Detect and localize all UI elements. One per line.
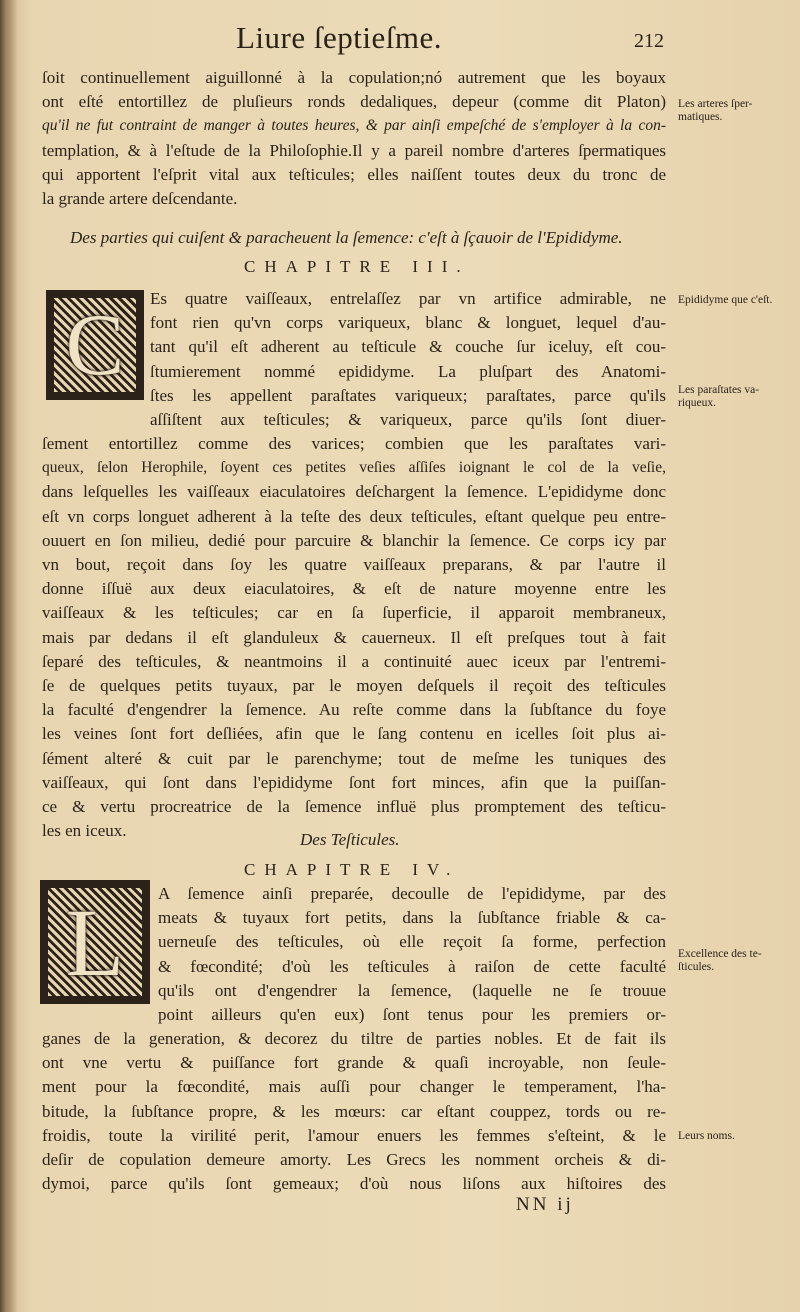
running-title: Liure ſeptieſme. — [236, 20, 442, 55]
text-line: uerneuſe des teſticules, où elle reçoit ſa forme, perfection — [158, 932, 666, 952]
text-line: ment pour la fœcondité, mais auſſi pour changer le temperament, l'ha- — [42, 1077, 666, 1097]
text-line: qu'il ne fut contraint de manger à toutes heures, & par ainſi empeſché de s'employer à la con- — [42, 117, 666, 135]
text-line: les en iceux. — [42, 821, 127, 841]
text-line: dymoi, parce qu'ils ſont gemeaux; d'où nous liſons aux hiſtoires des — [42, 1174, 666, 1194]
text-line: ganes de la generation, & decorez du tiltre de parties nobles. Et de fait ils — [42, 1029, 666, 1048]
text-line: vaiſſeaux, qui ſont dans l'epididyme ſont fort minces, afin que la puiſſan- — [42, 772, 666, 792]
text-line: templation, & à l'eſtude de la Philoſophie.Il y a pareil nombre d'arteres ſpermatiques — [42, 140, 666, 160]
text-line: ont vne vertu & puiſſance fort grande & quaſi incroyable, non ſeule- — [42, 1053, 666, 1073]
text-line: point ailleurs qu'en eux) ſont tenus pour les premiers or- — [158, 1005, 666, 1025]
text-line: vn bout, reçoit dans ſoy les quatre vaiſſeaux preparans, & par l'autre il — [42, 555, 666, 575]
intro-paragraph — [42, 66, 666, 211]
text-line: dans leſquelles les vaiſſeaux eiaculatoires deſchargent la ſemence. L'epididyme donc — [42, 482, 666, 502]
chapter-heading-3: CHAPITRE III. — [244, 257, 470, 276]
text-line: font rien qu'vn corps variqueux, blanc & longuet, lequel d'au- — [150, 313, 666, 333]
text-line: ouuert en ſon milieu, dedié pour parcuire & blanchir la ſemence. Ce corps icy par — [42, 530, 666, 550]
margin-note-excellence: Excellence des te-ſticules. — [678, 948, 762, 973]
text-line: queux, ſelon Herophile, ſoyent ces petites veſies aſſiſes ioignant le col de la veſie, — [42, 459, 666, 477]
chapter3-indented-lines — [150, 287, 666, 432]
section-title-epididyme: Des parties qui cuiſent & paracheuent la ſemence: c'eſt à ſçauoir de l'Epididyme. — [70, 228, 623, 247]
text-line: ſe de quelques petits tuyaux, par le moyen deſquels il reçoit des teſticules — [42, 676, 666, 696]
text-line: ſoit continuellement aiguillonné à la copulation;nó autrement que les boyaux — [42, 68, 666, 87]
drop-cap-l — [40, 880, 150, 1004]
margin-note-arteres: Les arteres ſper-matiques. — [678, 98, 753, 123]
text-line: tant qu'il eſt adherent au teſticule & couche ſur iceluy, eſt cou- — [150, 337, 666, 357]
text-line: eſt vn corps longuet adherent à la teſte des deux teſticules, eſtant quelque peu entre- — [42, 506, 666, 526]
text-line: meats & tuyaux fort petits, dans la ſubſtance friable & ca- — [158, 908, 666, 928]
gutter-shadow — [0, 0, 18, 1312]
text-line: Es quatre vaiſſeaux, entrelaſſez par vn artifice admirable, ne — [150, 289, 666, 308]
text-line: les veines ſont fort deſliées, afin que le ſang contenu en icelles ſoit plus ai- — [42, 724, 666, 744]
text-line: qui apportent l'eſprit vital aux teſticules; elles naiſſent toutes deux du tronc de — [42, 164, 666, 184]
page-header — [0, 18, 800, 58]
text-line: ſeparé des teſticules, & neantmoins il a continuité auec iceux par l'entremi- — [42, 651, 666, 671]
chapter3-paragraph — [42, 432, 666, 843]
drop-cap-c — [46, 290, 144, 400]
text-line: ſement entortillez comme des varices; combien que les paraſtates vari- — [42, 434, 666, 453]
text-line: mais par dedans il eſt glanduleux & cauerneux. Il eſt preſques tout à fait — [42, 627, 666, 647]
chapter4-paragraph — [42, 1027, 666, 1196]
text-line: ſément alteré & cuit par le parenchyme; tout de meſme les tuniques des — [42, 748, 666, 768]
text-line: froidis, toute la virilité perit, l'amour enuers les femmes s'eſteint, & le — [42, 1125, 666, 1145]
margin-note-parastates: Les paraſtates va-riqueux. — [678, 384, 760, 409]
page-number: 212 — [634, 30, 664, 52]
text-line: donne iſſuë aux deux eiaculatoires, & eſt de nature moyenne entre les — [42, 579, 666, 599]
chapter4-indented-lines — [158, 882, 666, 1027]
catchword-signature: NN ij — [516, 1194, 574, 1215]
chapter-heading-4: CHAPITRE IV. — [244, 860, 460, 879]
text-line: la grande artere deſcendante. — [42, 189, 238, 209]
text-line: ce & vertu procreatrice de la ſemence influë plus promptement des teſticu- — [42, 797, 666, 817]
drop-cap-letter: L — [65, 888, 125, 996]
text-line: qu'ils ont d'engendrer la ſemence, (laquelle ne ſe trouue — [158, 980, 666, 1000]
text-line: bitude, la ſubſtance propre, & les mœurs: car eſtant couppez, tords ou re- — [42, 1101, 666, 1121]
text-line: la faculté d'engendrer la ſemence. Au reſte comme dans la ſubſtance du foye — [42, 700, 666, 720]
text-line: ont eſté entortillez de pluſieurs ronds dedaliques, depeur (comme dit Platon) — [42, 92, 666, 112]
text-line: A ſemence ainſi preparée, decoulle de l'epididyme, par des — [158, 884, 666, 903]
margin-note-noms: Leurs noms. — [678, 1130, 735, 1142]
drop-cap-letter: C — [65, 296, 125, 394]
text-line: vaiſſeaux & les teſticules; car en ſa ſuperficie, il apparoit membraneux, — [42, 603, 666, 623]
text-line: aſſiſtent aux teſticules; & variqueux, parce qu'ils ſont diuer- — [150, 410, 666, 430]
text-line: & fœcondité; d'où les teſticules à raiſon de cette faculté — [158, 956, 666, 976]
margin-note-epididyme: Epididyme que c'eſt. — [678, 294, 773, 306]
text-line: ſtes les appellent paraſtates variqueux; paraſtates, parce qu'ils — [150, 385, 666, 405]
text-line: deſir de copulation demeure amorty. Les Grecs les nomment orcheis & di- — [42, 1150, 666, 1170]
section-title-testicules: Des Teſticules. — [300, 830, 400, 849]
text-line: ſtumierement nommé epididyme. La pluſpart des Anatomi- — [150, 361, 666, 381]
